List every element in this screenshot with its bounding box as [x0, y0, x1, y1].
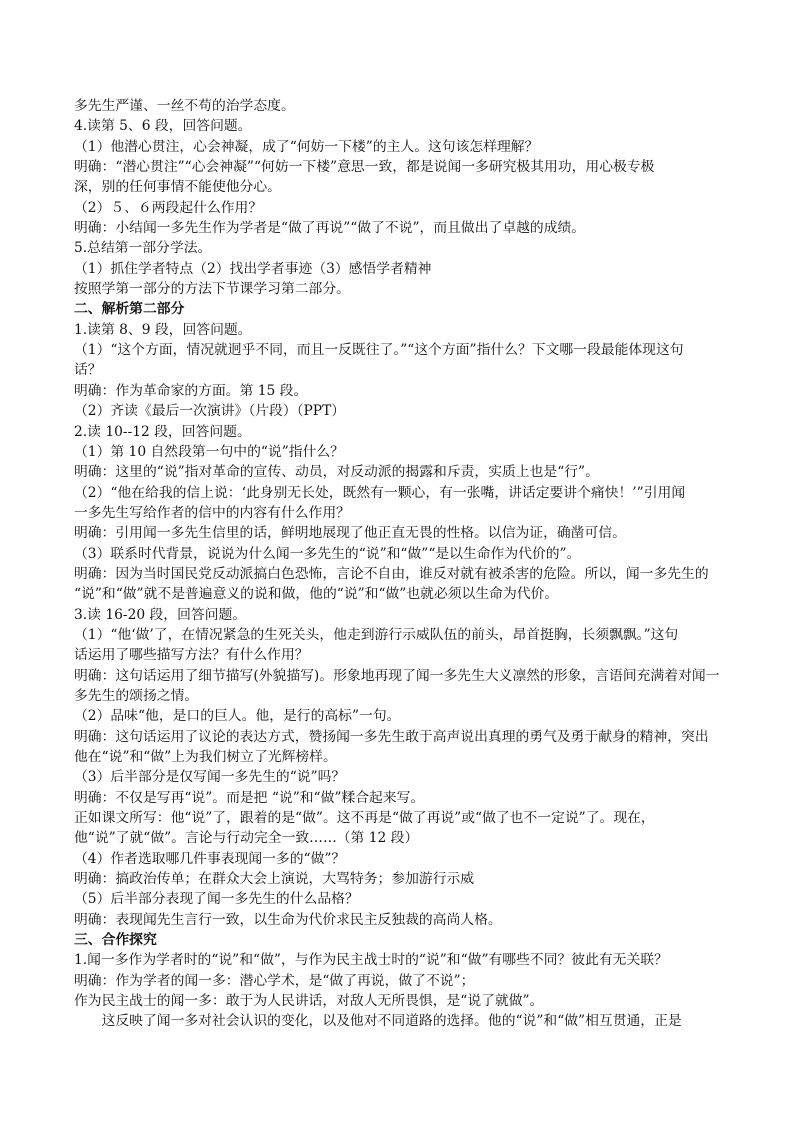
question-text: （2）“他在给我的信上说：‘此身别无长处，既然有一颗心，有一张嘴，讲话定要讲个痛快！’”引用闻: [74, 484, 686, 501]
question-text: 1.闻一多作为学者时的“说”和“做”，与作为民主战士时的“说”和“做”有哪些不同？彼此有无关联？: [74, 952, 668, 969]
answer-text: 明确：作为学者的闻一多：潜心学术，是“做了再说，做了不说”；: [74, 972, 475, 989]
question-text: 话？: [74, 362, 102, 379]
answer-text: 明确：小结闻一多先生作为学者是“做了再说”“做了不说”，而且做出了卓越的成绩。: [74, 220, 586, 237]
text-line: 按照学第一部分的方法下节课学习第二部分。: [74, 281, 350, 298]
answer-text: 明确：这句话运用了议论的表达方式，赞扬闻一多先生敢于高声说出真理的勇气及勇于献身的精神，突出: [74, 728, 709, 745]
answer-text: 正如课文所写：他“说”了，跟着的是“做”。这不再是“做了再说”或“做了也不一定说”了。现在，: [74, 810, 655, 827]
answer-text: 明确：作为革命家的方面。第 15 段。: [74, 382, 308, 399]
document-page: [74, 96, 724, 1032]
answer-text: 他在“说”和“做”上为我们树立了光辉榜样。: [74, 749, 337, 765]
answer-text: 明确：引用闻一多先生信里的话，鲜明地展现了他正直无畏的性格。以信为证，确凿可信。: [74, 525, 626, 542]
question-heading: 2.读 10--12 段，回答问题。: [74, 423, 251, 440]
question-text: 一多先生写给作者的信中的内容有什么作用？: [74, 504, 350, 521]
answer-text: 明确：因为当时国民党反动派搞白色恐怖，言论不自由，谁反对就有被杀害的危险。所以，闻一多先生的: [74, 565, 709, 582]
answer-text: 明确：“潜心贯注”“心会神凝”“何妨一下楼”意思一致，都是说闻一多研究极其用功，用心极专极: [74, 159, 655, 176]
answer-text: 明确：表现闻先生言行一致，以生命为代价求民主反独裁的高尚人格。: [74, 911, 502, 928]
question-text: （1）第 10 自然段第一句中的“说”指什么？: [74, 443, 344, 460]
answer-text: 明确：不仅是写再“说”。而是把 “说”和“做”糅合起来写。: [74, 789, 425, 806]
question-heading: 3.读 16-20 段，回答问题。: [74, 606, 247, 623]
question-text: （1）“这个方面，情况就迥乎不同，而且一反既往了。”“这个方面”指什么？下文哪一段最能体现这句: [74, 342, 684, 359]
answer-text: 作为民主战士的闻一多：敢于为人民讲话，对敌人无所畏惧，是“说了就做”。: [74, 993, 544, 1010]
question-text: （4）作者选取哪几件事表现闻一多的“做”？: [74, 850, 346, 867]
question-text: （1）“他‘做’了，在情况紧急的生死关头，他走到游行示威队伍的前头，昂首挺胸，长须飘飘。”这句: [74, 626, 679, 643]
answer-text: 他“说”了就“做”。言论与行动完全一致……（第 12 段）: [74, 830, 419, 847]
answer-text: 明确：这句话运用了细节描写(外貌描写)。形象地再现了闻一多先生大义凛然的形象，言语间充满着对闻一: [74, 667, 720, 684]
question-text: （3）联系时代背景，说说为什么闻一多先生的“说”和“做”“是以生命作为代价的”。: [74, 545, 581, 562]
answer-text: 明确：这里的“说”指对革命的宣传、动员，对反动派的揭露和斥责，实质上也是“行”。: [74, 464, 599, 481]
section-heading: 二、解析第二部分: [74, 301, 185, 318]
section-heading: 三、合作探究: [74, 932, 157, 949]
question-text: （1）他潜心贯注，心会神凝，成了“何妨一下楼”的主人。这句该怎样理解？: [74, 138, 539, 155]
text-line: （1）抓住学者特点（2）找出学者事迹（3）感悟学者精神: [74, 260, 432, 277]
answer-text: “说”和“做”就不是普遍意义的说和做，他的“说”和“做”也就必须以生命为代价。: [74, 586, 559, 603]
question-text: （2）品味“他，是口的巨人。他，是行的高标”一句。: [74, 708, 401, 725]
question-heading: 1.读第 8、9 段，回答问题。: [74, 321, 252, 338]
answer-text: 深，别的任何事情不能使他分心。: [74, 179, 281, 196]
paragraph-text: 这反映了闻一多对社会认识的变化，以及他对不同道路的选择。他的“说”和“做”相互贯通，正是: [101, 1013, 682, 1030]
question-heading: 4.读第 5、6 段，回答问题。: [74, 118, 252, 135]
question-text: （3）后半部分是仅写闻一多先生的“说”吗？: [74, 769, 346, 786]
question-text: （5）后半部分表现了闻一多先生的什么品格？: [74, 891, 359, 908]
question-text: （2）齐读《最后一次演讲》（片段）（PPT）: [74, 403, 346, 420]
answer-text: 明确：搞政治传单；在群众大会上演说，大骂特务；参加游行示威: [74, 871, 475, 888]
text-line: 多先生严谨、一丝不苟的治学态度。: [74, 98, 295, 114]
answer-text: 多先生的颂扬之情。: [74, 687, 199, 704]
question-heading: 5.总结第一部分学法。: [74, 240, 212, 257]
question-text: （2）５、６两段起什么作用？: [74, 199, 263, 216]
question-text: 话运用了哪些描写方法？有什么作用？: [74, 647, 309, 664]
